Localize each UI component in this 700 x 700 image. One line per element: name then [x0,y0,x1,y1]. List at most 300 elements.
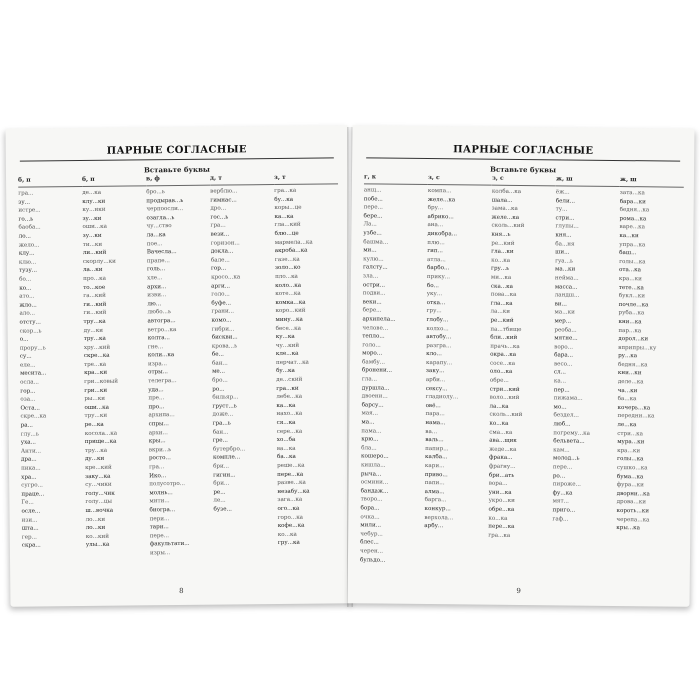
word-item: ва...ка [276,445,296,452]
word-item: гор... [210,265,227,273]
page-title: ПАРНЫЕ СОГЛАСНЫЕ [106,144,247,157]
word-item: тете...ка [618,284,644,291]
word-column [552,175,620,582]
word-item: побе... [363,195,383,203]
word-item: де...ка [82,189,102,197]
word-item: голы...ка [616,456,644,463]
word-item: гладиолу... [425,394,459,401]
word-item: дворни...ка [616,490,650,498]
word-item: бара... [554,352,574,359]
word-item: бале... [210,257,230,264]
word-item: уни...ка [488,489,512,496]
word-item: росто... [148,455,171,462]
word-item: фура...ки [616,482,644,489]
word-item: голо... [362,342,381,349]
word-item: коли...ка [147,352,175,359]
word-item: тари... [149,524,169,531]
column-header: з, с [492,175,556,187]
word-item: масса... [554,283,578,291]
word-item: биогра... [149,507,176,514]
word-item: коло...ка [275,282,302,289]
word-item: колхо... [426,325,449,332]
word-item: ту... [555,206,568,213]
word-item: кари... [424,462,445,470]
word-item: жеде...ка [489,446,517,453]
word-item: веки... [362,299,382,306]
word-item: гос...ь [210,214,229,221]
word-item: остри... [362,281,386,289]
word-item: гигин... [213,472,236,479]
word-item: осла... [20,379,39,386]
word-item: анщ... [363,187,382,194]
word-item: ёж... [555,189,570,196]
word-item: голы...ка [619,258,646,266]
word-item: ре... [213,489,226,496]
word-item: разве...ка [277,479,306,487]
word-item: разгра... [426,342,452,349]
word-item: чебур... [360,531,383,538]
word-item: ка...ка [274,213,294,220]
word-item: почле...ка [618,301,649,309]
word-item: бесе...ка [275,325,301,332]
word-item: гип... [427,248,443,255]
word-item: пара... [425,411,445,418]
word-item: груст...ь [212,403,237,410]
page-title: ПАРНЫЕ СОГЛАСНЫЕ [453,144,594,157]
word-item: хле... [147,275,163,282]
word-item: мер... [554,318,572,325]
word-item: арби... [425,377,446,384]
word-item: Ла... [363,221,377,228]
word-item: хру...кий [83,344,111,351]
word-item: га...кий [83,292,106,300]
word-item: пова...ка [490,291,517,299]
word-item: ла...ка [146,232,166,239]
word-item: фрака... [489,455,513,462]
word-item: ато... [19,293,35,300]
word-item: тепло... [362,333,385,340]
word-item: гла...ки [491,248,514,256]
word-item: Ико... [149,472,167,479]
word-item: чу...ство [146,223,172,230]
word-item: отры... [148,369,168,376]
word-item: комка...ка [275,299,306,306]
word-item: продырав...ь [146,197,184,204]
word-item: ло...ки [85,524,106,532]
word-item: косола...ка [84,430,118,437]
word-item: пере...ка [488,523,515,531]
word-item: пер... [553,387,570,394]
word-item: де...ский [276,376,303,384]
word-item: барбо... [426,265,450,272]
word-item: ме... [212,368,226,376]
word-item: воло...кий [489,394,520,402]
word-item: вприпры...ку [618,344,657,352]
word-item: бо... [19,276,32,283]
word-item: мо... [553,404,567,411]
word-item: скре...ка [83,353,110,360]
word-item: ва... [425,428,438,435]
column-header: з, с [428,174,492,186]
word-item: мили... [360,522,382,529]
word-item: люб... [553,421,571,428]
word-item: лю... [147,300,162,308]
word-item: ко...кий [85,533,109,540]
word-item: галсту... [362,264,388,271]
workbook-spread [6,127,694,615]
column-header: ж, ш [620,176,684,188]
column-header: в, ф [146,175,210,187]
word-item: тру...ка [84,447,108,454]
word-item: бронени... [361,367,393,375]
word-item: полусотро... [149,481,186,488]
word-item: бри... [213,463,230,470]
word-item: пере... [363,204,383,211]
column-header: б, п [18,176,82,188]
word-item: черен... [360,548,384,555]
word-item: буфе... [211,300,232,307]
word-item: архи... [148,429,168,436]
word-item: гла... [361,376,378,383]
word-item: рыча... [360,470,382,478]
word-item: бельвета... [553,438,585,445]
word-item: карапу... [425,359,453,367]
word-item: стри...кий [489,386,520,393]
word-item: бро... [212,377,228,384]
word-item: грани... [211,308,235,315]
word-item: кулю... [363,256,384,263]
word-item: уда... [148,386,164,393]
word-item: ла...ка [489,403,509,410]
word-item: ли...кий [82,249,107,257]
word-item: пре... [148,395,165,402]
word-item: хра... [21,474,37,481]
word-item: гра... [18,190,34,197]
word-item: бутербро... [212,446,246,453]
word-item: бри... [213,480,230,487]
word-item: ма...ки [554,266,576,273]
word-item: сосе...ка [489,360,516,367]
word-item: кросо...ка [211,274,241,281]
word-item: ро... [552,472,566,480]
word-item: оши...ка [84,404,109,411]
word-item: бу...ка [274,196,294,203]
word-item: истре... [18,207,41,214]
word-item: узбе... [363,230,382,237]
word-item: сколь...кий [489,412,523,419]
word-item: кни...ки [617,370,642,377]
word-item: телегра... [148,378,177,385]
word-item: бума...ка [616,473,644,480]
word-item: деле...ка [617,379,644,386]
word-item: автобу... [426,334,452,341]
word-item: пироже... [552,481,581,488]
word-item: мая... [361,410,379,417]
word-item: папир... [425,445,449,453]
word-item: ма... [361,419,375,426]
word-item: шала... [491,197,513,204]
word-item: вкри...ь [148,446,172,454]
word-item: клю... [18,259,37,266]
word-item: ми... [363,247,377,254]
word-item: чу...кий [275,342,300,349]
word-item: су... [19,353,32,360]
word-item: конкур... [424,505,451,513]
word-item: пери... [149,515,170,522]
word-item: бан... [211,360,228,367]
word-item: про...ка [83,275,106,282]
word-item: кни...ка [618,318,642,326]
word-item: кня... [555,232,572,239]
word-item: калба... [425,454,448,461]
title-rule [20,157,334,161]
word-item: сере...ка [276,428,303,435]
word-item: бильяр... [212,394,239,401]
word-item: архипа... [148,412,175,419]
word-item: мину...ка [275,316,303,323]
word-item: докла... [210,248,234,255]
word-item: валь... [425,437,444,444]
word-column [424,174,492,581]
word-item: кочерь...ка [617,404,651,412]
word-item: гор... [20,388,36,395]
word-item: гра...ки [276,385,299,392]
word-item: зага...ка [277,497,303,504]
word-item: ана... [427,222,444,229]
word-item: тру...ка [83,335,106,343]
word-item: ло... [18,233,31,240]
word-item: клу...ки [82,198,106,205]
word-item: кра...ки [617,447,641,455]
word-item: ле... [213,497,226,505]
word-item: нахо...ка [276,411,303,418]
word-item: ти...ки [82,241,103,248]
word-item: мят... [552,498,569,505]
word-item: молнь... [149,489,173,497]
word-item: черепа...ка [616,516,650,523]
word-item: то...кое [83,284,106,291]
word-item: бульдо... [359,556,386,564]
word-item: изви... [147,292,167,299]
word-item: тузу... [18,267,38,275]
word-item: кра...ки [618,275,642,283]
word-item: ла...ки [82,267,103,274]
word-item: бере... [362,307,382,314]
word-item: улы...ка [85,542,110,549]
word-item: воро... [554,344,574,351]
word-item: гне... [147,343,164,351]
word-item: челове... [362,324,389,332]
word-item: тру...ка [83,318,106,325]
word-item: прику... [426,273,451,281]
word-grid-right [360,173,684,582]
word-item: фу...ка [552,490,573,497]
word-item: гру... [426,308,442,315]
word-item: ро... [212,386,225,393]
word-item: блю...це [274,230,299,237]
instruction: Вставьте буквы [143,164,210,175]
word-item: короть...ки [616,507,650,515]
word-item: ба...ня [555,240,575,248]
word-item: пижама... [553,395,583,402]
word-item: уха... [20,439,36,446]
word-item: ги...кий [83,301,107,308]
word-item: бандаж... [360,488,389,495]
word-item: барсу... [361,402,384,409]
word-item: месита... [20,370,47,378]
word-item: оза... [20,396,36,403]
word-column [274,173,342,580]
word-item: ба...ка [276,454,296,461]
word-item: гра... [210,222,226,230]
word-item: зама...ка [491,205,518,213]
word-item: осмини... [360,479,389,486]
word-item: бо... [426,282,439,289]
word-item: бе... [211,351,224,358]
word-item: дро... [210,205,227,212]
word-item: ре...ка [84,421,104,429]
word-item: ку...ики [82,206,106,214]
page-number: 9 [516,586,521,596]
word-item: скра... [21,542,41,549]
word-item: гла...кий [274,222,301,229]
word-item: коте...ка [275,290,301,298]
word-item: сл... [553,369,566,376]
word-item: ко...ка [488,515,508,522]
word-item: дрова...ки [616,499,647,506]
right-page [348,125,695,607]
word-item: ко...ка [277,531,297,538]
word-item: Анти... [20,448,42,455]
word-item: праце... [21,491,45,498]
word-item: глобу... [426,316,449,324]
word-item: приво... [424,471,448,478]
word-item: ру...ка [618,353,638,360]
word-column [488,175,556,582]
word-item: реоба... [554,326,577,334]
word-item: ба...ка [617,396,637,403]
word-item: папи... [424,480,445,487]
word-item: пар...ка [618,327,642,334]
word-item: нама... [425,420,446,427]
word-item: пое... [146,240,163,247]
word-item: кофе...ка [277,522,305,530]
instruction: Вставьте буквы [490,164,557,175]
word-item: кры... [148,438,166,445]
word-item: перчат...ка [275,359,309,366]
word-item: голо... [211,291,230,298]
word-item: бедня...ка [619,207,650,214]
word-item: бу...ка [276,368,295,375]
word-item: ландш... [554,292,580,299]
word-item: мура...ки [617,439,645,446]
word-item: бели... [555,197,576,205]
title-rule [366,157,680,161]
word-item: изра... [147,361,168,368]
word-item: упра...ка [619,241,646,248]
word-item: жло... [19,302,37,309]
word-item: дорол...ки [618,336,649,343]
word-item: горизон... [210,239,240,247]
word-item: ку...ка [275,333,295,341]
word-item: ава...щик [489,437,517,445]
word-item: гимнас... [210,196,237,204]
word-item: обре...ка [488,506,515,513]
word-item: дуршла... [361,384,390,392]
word-item: незабу...ка [277,488,310,495]
word-item: укро...ки [488,498,515,505]
word-item: ле...ка [617,422,637,429]
word-item: доже... [212,411,234,419]
word-item: спры... [148,421,169,428]
left-page [6,125,353,607]
word-item: ветро...ка [147,326,177,333]
word-item: стри... [555,215,575,222]
word-column [210,174,278,581]
word-item: скор...ь [19,327,42,335]
word-item: колба...ка [491,188,522,195]
word-item: го...ь [18,216,34,223]
word-item: подви... [362,290,386,297]
word-item: изры... [149,550,171,557]
word-item: глупы... [555,223,579,230]
word-item: лебе...ка [276,393,303,401]
word-item: осле... [21,508,41,515]
word-item: Ге... [21,499,34,507]
column-header: г, к [364,173,428,185]
word-item: газе...ка [274,256,300,263]
word-item: архи... [147,283,167,290]
word-item: гуа...ь [555,258,574,265]
word-item: ду...ки [84,456,105,463]
word-item: компле... [212,454,241,462]
word-item: рома...ка [619,215,647,223]
word-item: ота...ка [618,267,642,274]
word-item: гра...ь [212,420,231,427]
word-item: творо... [360,496,383,503]
word-item: коро...кий [275,307,306,315]
word-item: прору...ь [19,345,46,352]
word-item: кошеро... [361,453,389,461]
word-item: ся...ка [276,419,296,427]
word-item: крю... [361,436,379,443]
word-item: ка...ка [276,402,296,409]
word-item: черпоосли... [146,206,184,213]
word-item: скре...ка [20,413,47,421]
word-item: погрему...ка [553,429,591,437]
word-item: обре... [489,377,509,384]
column-header: ж, ш [556,175,620,187]
word-item: ло...ки [85,516,106,523]
word-item: бамбу... [361,359,386,366]
word-item: бездел... [553,412,579,420]
word-item: вези... [210,231,230,238]
word-item: мармела...ка [274,239,313,246]
word-item: гра...ка [488,532,511,539]
word-item: бора... [360,505,380,512]
word-item: бискви... [211,334,238,341]
word-item: весо... [553,361,573,368]
word-item: кре...кий [85,464,112,471]
word-item: зу... [18,199,30,206]
word-item: нейма... [554,275,579,282]
word-item: пере...ка [277,471,304,478]
word-item: ги...кий [83,310,107,317]
word-item: озагла...ь [146,214,175,222]
word-item: моро... [362,350,383,357]
word-item: пика... [21,465,41,472]
page-number: 8 [179,586,184,596]
